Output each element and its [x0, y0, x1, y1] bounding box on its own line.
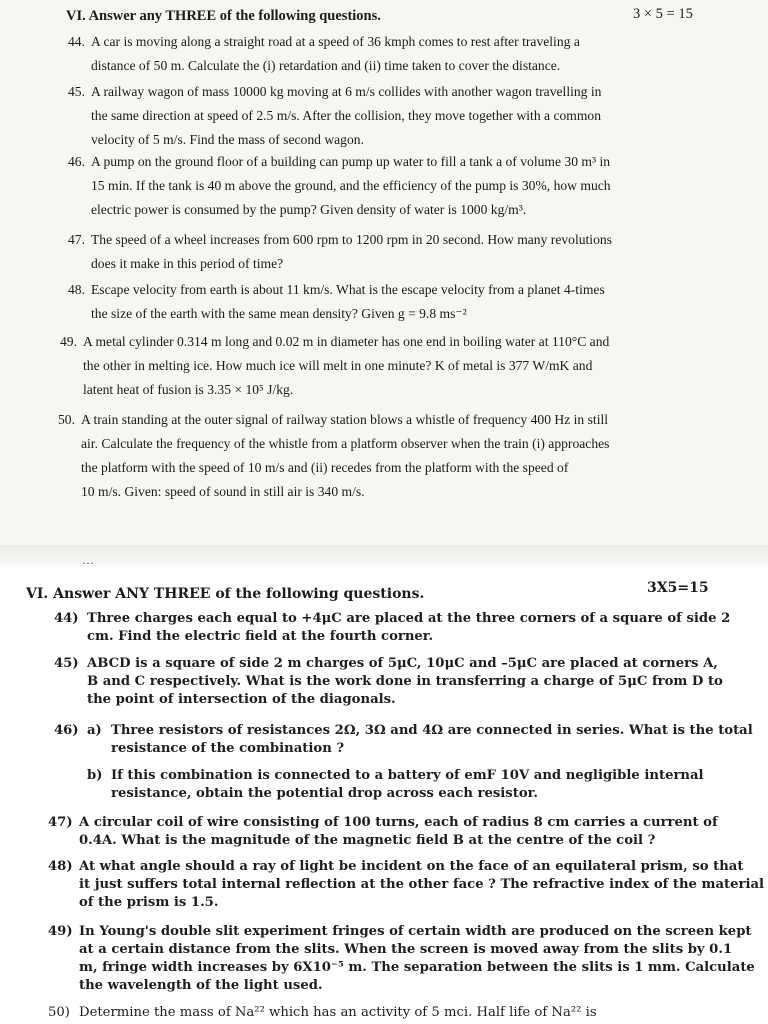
question-line: m, fringe width increases by 6X10⁻⁵ m. The separation between the slits is 1 mm. Calculate: [79, 960, 755, 975]
question-line: 15 min. If the tank is 40 m above the ground, and the efficiency of the pump is 30%, how much: [91, 178, 611, 193]
question-line: If this combination is connected to a battery of emF 10V and negligible internal: [111, 768, 704, 783]
question-line: The speed of a wheel increases from 600 rpm to 1200 rpm in 20 second. How many revolutions: [91, 232, 612, 247]
question-49: [60, 330, 609, 402]
question-50: [48, 1004, 597, 1022]
question-46: [68, 150, 611, 222]
question-number: 49.: [60, 334, 77, 349]
question-line: the same direction at speed of 2.5 m/s. After the collision, they move together with a common: [91, 108, 602, 123]
question-line: 10 m/s. Given: speed of sound in still air is 340 m/s.: [81, 484, 365, 499]
question-line: at a certain distance from the slits. When the screen is moved away from the slits by 0.1: [79, 942, 733, 957]
question-number: 45.: [68, 84, 85, 99]
question-50: [58, 408, 609, 504]
question-line: distance of 50 m. Calculate the (i) retardation and (ii) time taken to cover the distance.: [91, 58, 561, 73]
photo-divider: [0, 545, 768, 567]
question-line: the wavelength of the light used.: [79, 978, 323, 993]
question-line: does it make in this period of time?: [91, 256, 284, 271]
question-48: [48, 858, 764, 912]
question-45: [68, 80, 601, 152]
question-47: [48, 814, 718, 850]
question-line: the size of the earth with the same mean density? Given g = 9.8 ms⁻²: [91, 306, 467, 321]
question-line: electric power is consumed by the pump? Given density of water is 1000 kg/m³.: [91, 202, 527, 217]
question-45: [54, 655, 723, 709]
question-line: resistance, obtain the potential drop across each resistor.: [111, 786, 538, 801]
question-number: 48.: [68, 282, 85, 297]
question-line: air. Calculate the frequency of the whistle from a platform observer when the train (i) approaches: [81, 436, 610, 451]
question-number: 50): [48, 1005, 70, 1020]
question-line: the platform with the speed of 10 m/s and (ii) recedes from the platform with the speed of: [81, 460, 569, 475]
question-line: Escape velocity from earth is about 11 km/s. What is the escape velocity from a planet 4-times: [91, 282, 605, 297]
part-label: b): [87, 768, 103, 783]
part-label: a): [87, 723, 102, 738]
section-marks: 3 × 5 = 15: [633, 6, 693, 22]
question-line: In Young's double slit experiment fringes of certain width are produced on the screen kept: [79, 924, 752, 939]
question-line: A metal cylinder 0.314 m long and 0.02 m in diameter has one end in boiling water at 110°C and: [83, 334, 610, 349]
question-line: ABCD is a square of side 2 m charges of 5μC, 10μC and –5μC are placed at corners A,: [87, 656, 718, 671]
question-number: 44): [54, 611, 79, 626]
question-line: 0.4A. What is the magnitude of the magnetic field B at the centre of the coil ?: [79, 833, 656, 848]
section-title: VI. Answer ANY THREE of the following questions.: [26, 586, 425, 602]
question-line: it just suffers total internal reflection at the other face ? The refractive index of the material: [79, 877, 765, 892]
question-number: 47): [48, 815, 73, 830]
question-number: 46.: [68, 154, 85, 169]
question-number: 45): [54, 656, 79, 671]
question-line: latent heat of fusion is 3.35 × 10⁵ J/kg.: [83, 382, 294, 397]
question-number: 44.: [68, 34, 85, 49]
question-49: [48, 923, 755, 995]
question-line: A railway wagon of mass 10000 kg moving at 6 m/s collides with another wagon travelling in: [91, 84, 602, 99]
question-line: A pump on the ground floor of a building can pump up water to fill a tank a of volume 30 m³ in: [91, 154, 611, 169]
question-line: Three resistors of resistances 2Ω, 3Ω and 4Ω are connected in series. What is the total: [111, 723, 753, 738]
question-number: 49): [48, 924, 73, 939]
question-line: the point of intersection of the diagonals.: [87, 692, 396, 707]
question-line: Three charges each equal to +4μC are placed at the three corners of a square of side 2: [87, 611, 731, 626]
question-number: 50.: [58, 412, 75, 427]
question-line: velocity of 5 m/s. Find the mass of second wagon.: [91, 132, 364, 147]
question-part-b: [87, 767, 753, 803]
question-part-a: [87, 722, 753, 758]
section-marks: 3X5=15: [647, 580, 709, 596]
question-44: [68, 30, 580, 78]
cut-off-text-fragment: …: [82, 553, 95, 567]
question-line: A circular coil of wire consisting of 100 turns, each of radius 8 cm carries a current of: [79, 815, 718, 830]
question-line: B and C respectively. What is the work done in transferring a charge of 5μC from D to: [87, 674, 723, 689]
question-line: the other in melting ice. How much ice will melt in one minute? K of metal is 377 W/mK and: [83, 358, 593, 373]
question-line: of the prism is 1.5.: [79, 895, 219, 910]
question-44: [54, 610, 730, 646]
question-number: 48): [48, 859, 73, 874]
question-line: resistance of the combination ?: [111, 741, 345, 756]
question-line: At what angle should a ray of light be incident on the face of an equilateral prism, so that: [79, 859, 744, 874]
question-line: A car is moving along a straight road at a speed of 36 kmph comes to rest after traveling a: [91, 34, 580, 49]
question-48: [68, 278, 605, 326]
question-paper-scan: [0, 567, 768, 1024]
section-title: VI. Answer any THREE of the following questions.: [66, 8, 381, 24]
question-line: cm. Find the electric field at the fourth corner.: [87, 629, 434, 644]
question-number: 46): [54, 723, 79, 738]
question-line: A train standing at the outer signal of railway station blows a whistle of frequency 400 Hz in still: [81, 412, 609, 427]
question-46: [54, 722, 753, 803]
question-47: [68, 228, 612, 276]
question-line: Determine the mass of Na²² which has an activity of 5 mci. Half life of Na²² is: [79, 1005, 597, 1020]
question-number: 47.: [68, 232, 85, 247]
